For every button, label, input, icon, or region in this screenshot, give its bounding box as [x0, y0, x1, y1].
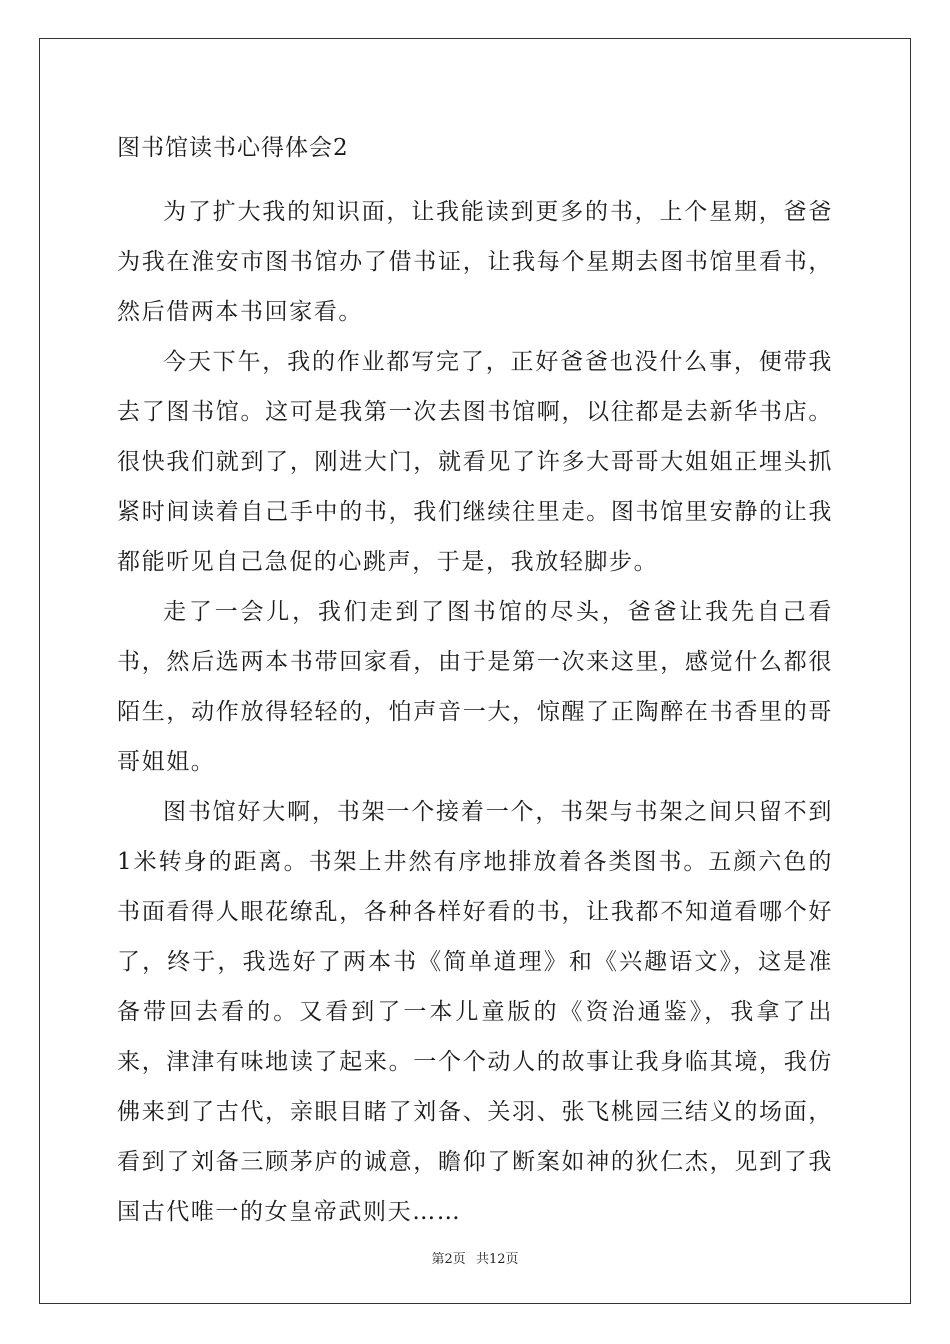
page-footer	[0, 1248, 950, 1267]
document-body	[117, 131, 833, 1237]
document-title: 图书馆读书心得体会2	[117, 135, 349, 161]
page-total: 共12页	[475, 1252, 519, 1267]
paragraph: 走了一会儿，我们走到了图书馆的尽头，爸爸让我先自己看书，然后选两本书带回家看，由于是第一次来这里，感觉什么都很陌生，动作放得轻轻的，怕声音一大，惊醒了正陶醉在书香里的哥哥姐姐。	[117, 599, 833, 775]
page-number: 第2页	[431, 1252, 466, 1267]
paragraph: 图书馆好大啊，书架一个接着一个，书架与书架之间只留不到1米转身的距离。书架上井然有序地排放着各类图书。五颜六色的书面看得人眼花缭乱，各种各样好看的书，让我都不知道看哪个好了，终于，我选好了两本书《简单道理》和《兴趣语文》，这是准备带回去看的。又看到了一本儿童版的《资治通鉴》，我拿了出来，津津有味地读了起来。一个个动人的故事让我身临其境，我仿佛来到了古代，亲眼目睹了刘备、关羽、张飞桃园三结义的场面，看到了刘备三顾茅庐的诚意，瞻仰了断案如神的狄仁杰，见到了我国古代唯一的女皇帝武则天……	[117, 799, 833, 1225]
paragraph: 为了扩大我的知识面，让我能读到更多的书，上个星期，爸爸为我在淮安市图书馆办了借书证，让我每个星期去图书馆里看书，然后借两本书回家看。	[117, 199, 833, 325]
paragraph: 今天下午，我的作业都写完了，正好爸爸也没什么事，便带我去了图书馆。这可是我第一次去图书馆啊，以往都是去新华书店。很快我们就到了，刚进大门，就看见了许多大哥哥大姐姐正埋头抓紧时间读着自己手中的书，我们继续往里走。图书馆里安静的让我都能听见自己急促的心跳声，于是，我放轻脚步。	[117, 349, 833, 575]
